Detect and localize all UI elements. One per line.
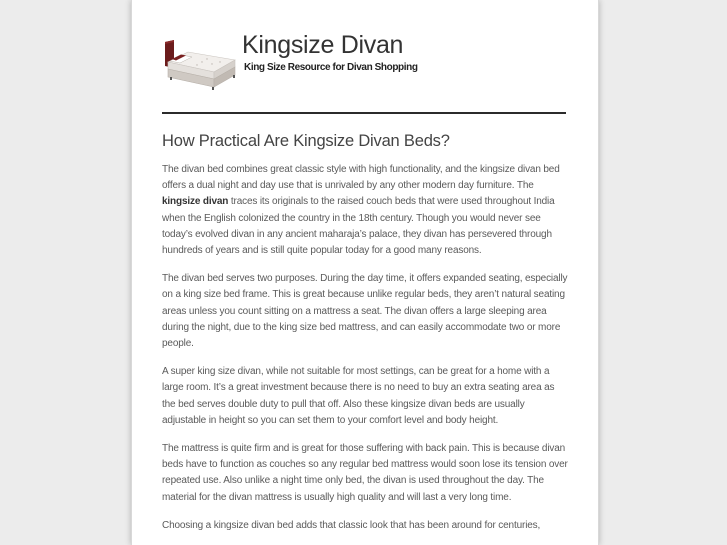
- post-paragraph-1: The divan bed combines great classic style with high functionality, and the kingsize divan bed offers a dual night and day use that is unrivaled by any other modern day furniture. The kingsize divan traces its originals to the raised couch beds that were used throughout India when the English colonized the country in the 18th century. Though you would never see today’s evolved divan in any ancient maharaja’s palace, they divan has persevered through hundreds of years and is still quite popular today for a good many reasons.: [162, 164, 560, 257]
- keyword-bold: kingsize divan: [162, 196, 229, 208]
- site-title[interactable]: Kingsize Divan: [242, 31, 404, 59]
- post-paragraph-2: The divan bed serves two purposes. During the day time, it offers expanded seating, especially on a king size bed frame. This is great because unlike regular beds, they aren’t natural seating areas unless you count sitting on a mattress a seat. The divan offers a large sleeping area during the night, due to the king size bed mattress, and can easily accommodate two or more people.: [162, 273, 568, 350]
- site-tagline: King Size Resource for Divan Shopping: [244, 62, 418, 73]
- divan-bed-icon[interactable]: [162, 32, 238, 92]
- site-header: [162, 28, 566, 114]
- post-paragraph-5: Choosing a kingsize divan bed adds that classic look that has been around for centuries,: [162, 519, 541, 531]
- post-paragraph-4: The mattress is quite firm and is great for those suffering with back pain. This is because divan beds have to function as couches so any regular bed mattress would soon lose its tension over repeated use. Also unlike a night time only bed, the divan is used throughout the day. The material for the divan mattress is usually high quality and will last a very long time.: [162, 443, 568, 503]
- post-title[interactable]: How Practical Are Kingsize Divan Beds?: [162, 132, 450, 150]
- page-container: [131, 0, 599, 545]
- post-content: [162, 132, 566, 545]
- post-paragraph-3: A super king size divan, while not suitable for most settings, can be great for a home with a large room. It’s a great investment because there is no need to buy an extra seating area as the bed serves double duty to pull that off. Also these kingsize divan beds are usually adjustable in height so you can set them to your comfort level and body height.: [162, 366, 555, 426]
